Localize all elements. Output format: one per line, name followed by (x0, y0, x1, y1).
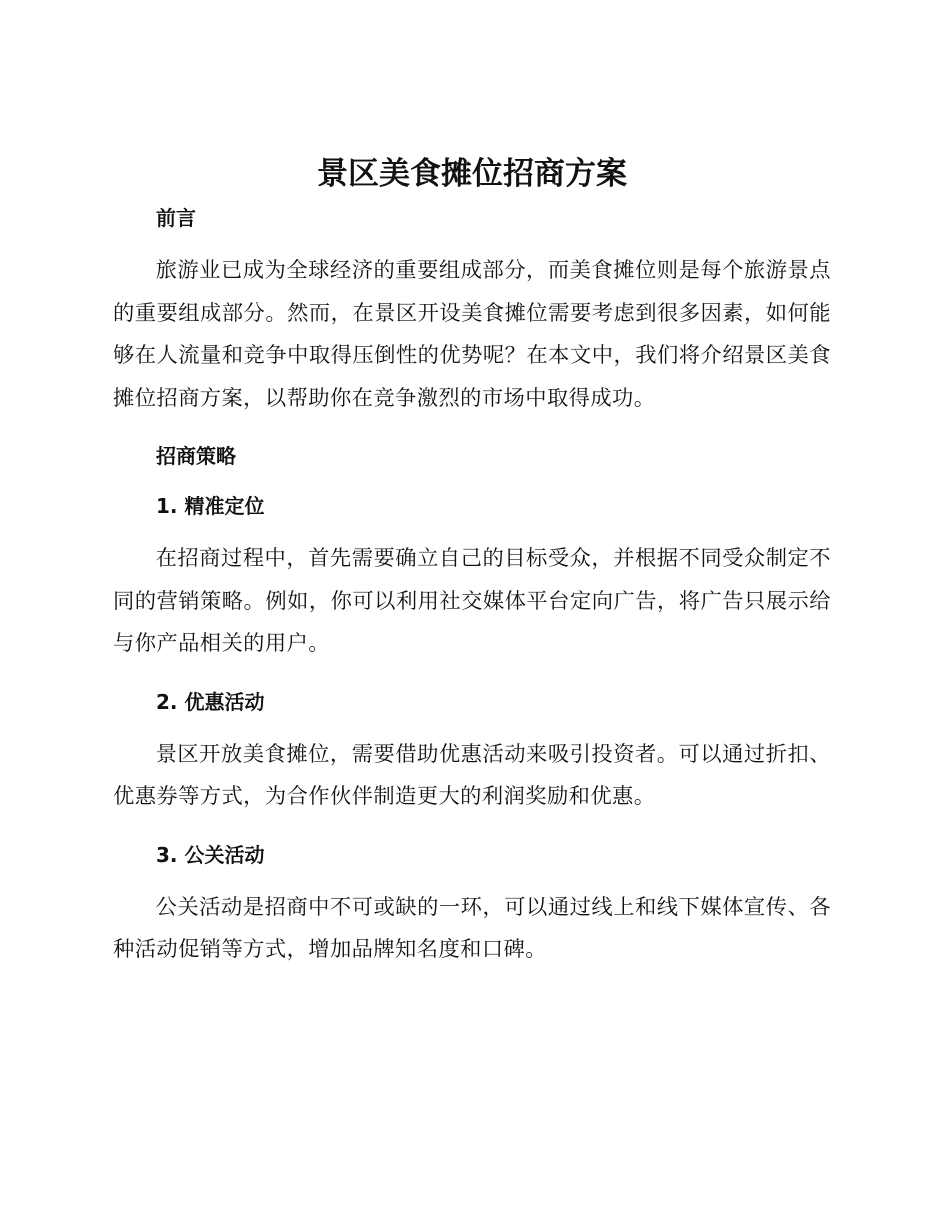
section-heading-preface: 前言 (156, 206, 196, 230)
subheading-promotion: 2. 优惠活动 (156, 689, 265, 714)
subheading-pr: 3. 公关活动 (156, 842, 265, 867)
document-title: 景区美食摊位招商方案 (317, 156, 627, 192)
paragraph-positioning: 在招商过程中，首先需要确立自己的目标受众，并根据不同受众制定不同的营销策略。例如，你可以利用社交媒体平台定向广告，将广告只展示给与你产品相关的用户。 (113, 546, 831, 656)
subheading-positioning: 1. 精准定位 (156, 494, 265, 518)
section-heading-strategy: 招商策略 (156, 444, 236, 468)
document-page (113, 150, 831, 972)
paragraph-promotion: 景区开放美食摊位，需要借助优惠活动来吸引投资者。可以通过折扣、优惠券等方式，为合作伙伴制造更大的利润奖励和优惠。 (113, 741, 831, 809)
paragraph-preface: 旅游业已成为全球经济的重要组成部分，而美食摊位则是每个旅游景点的重要组成部分。然而，在景区开设美食摊位需要考虑到很多因素，如何能够在人流量和竞争中取得压倒性的优势呢？在本文中，我们将介绍景区美食摊位招商方案，以帮助你在竞争激烈的市场中取得成功。 (113, 258, 831, 411)
paragraph-pr: 公关活动是招商中不可或缺的一环，可以通过线上和线下媒体宣传、各种活动促销等方式，增加品牌知名度和口碑。 (113, 894, 831, 962)
